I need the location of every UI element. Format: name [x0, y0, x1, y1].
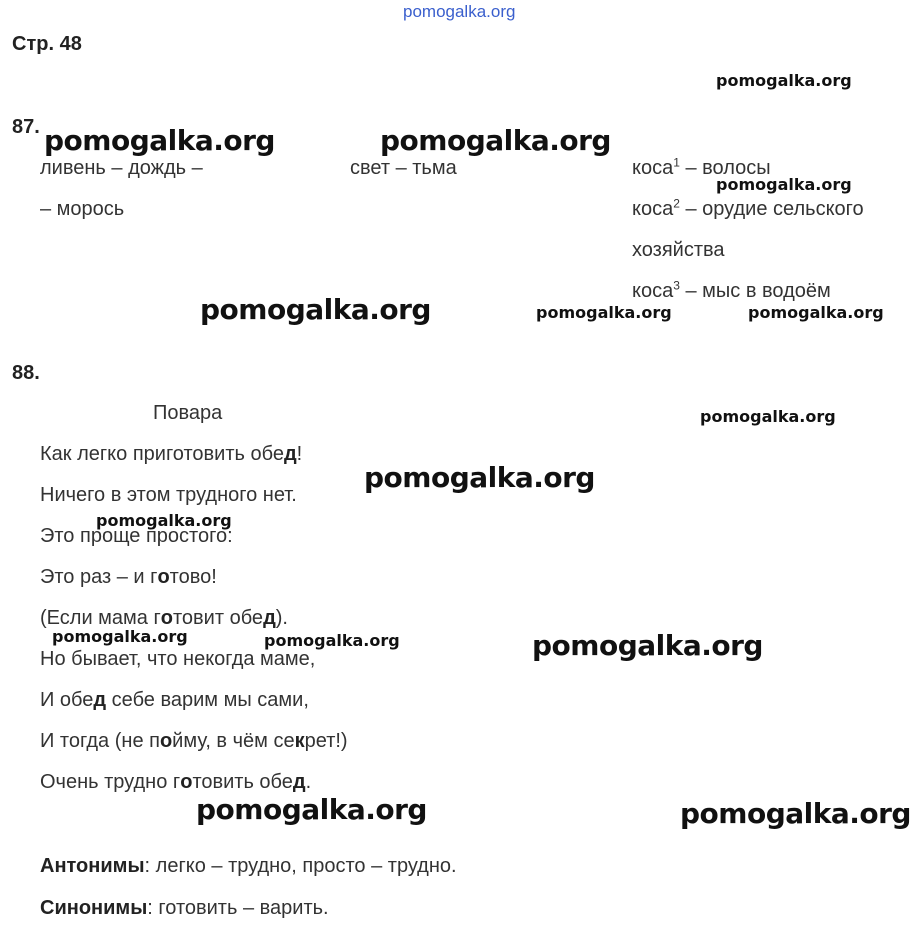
watermark: pomogalka.org	[52, 627, 188, 646]
watermark: pomogalka.org	[380, 124, 611, 157]
poem-line: (Если мама готовит обед).	[40, 607, 288, 629]
watermark: pomogalka.org	[196, 793, 427, 826]
ex87-col2: свет – тьма	[350, 157, 457, 179]
page-label: Стр. 48	[12, 33, 82, 55]
watermark: pomogalka.org	[700, 407, 836, 426]
watermark: pomogalka.org	[44, 124, 275, 157]
watermark: pomogalka.org	[716, 175, 852, 194]
watermark: pomogalka.org	[96, 511, 232, 530]
synonyms-line: Синонимы: готовить – варить.	[40, 897, 329, 919]
watermark: pomogalka.org	[748, 303, 884, 322]
watermark: pomogalka.org	[536, 303, 672, 322]
antonyms-line: Антонимы: легко – трудно, просто – трудно.	[40, 855, 457, 877]
watermark: pomogalka.org	[364, 461, 595, 494]
watermark: pomogalka.org	[680, 797, 911, 830]
poem-line: Как легко приготовить обед!	[40, 443, 303, 465]
watermark: pomogalka.org	[264, 631, 400, 650]
kosa-1: коса$^1$ – волосы	[632, 155, 771, 179]
kosa-3: коса$^3$ – мыс в водоём	[632, 278, 831, 302]
poem-line: Но бывает, что некогда маме,	[40, 648, 316, 670]
watermark: pomogalka.org	[532, 629, 763, 662]
poem-line: Ничего в этом трудного нет.	[40, 484, 297, 506]
watermark: pomogalka.org	[200, 293, 431, 326]
poem-line: И тогда (не пойму, в чём секрет!)	[40, 730, 348, 752]
ex87-col1-line2: – морось	[40, 198, 125, 220]
watermark: pomogalka.org	[716, 71, 852, 90]
exercise-88-number: 88.	[12, 362, 40, 384]
poem-title: Повара	[153, 402, 223, 424]
kosa-2: коса$^2$ – орудие сельского	[632, 196, 864, 220]
poem-line: И обед себе варим мы сами,	[40, 689, 309, 711]
poem-line: Очень трудно готовить обед.	[40, 771, 312, 793]
exercise-87-number: 87.	[12, 116, 40, 138]
poem-line: Это проще простого:	[40, 525, 233, 547]
poem-line: Это раз – и готово!	[40, 566, 217, 588]
kosa-2-cont: хозяйства	[632, 239, 725, 261]
watermark-top: pomogalka.org	[403, 2, 516, 21]
ex87-col1-line1: ливень – дождь –	[40, 157, 203, 179]
